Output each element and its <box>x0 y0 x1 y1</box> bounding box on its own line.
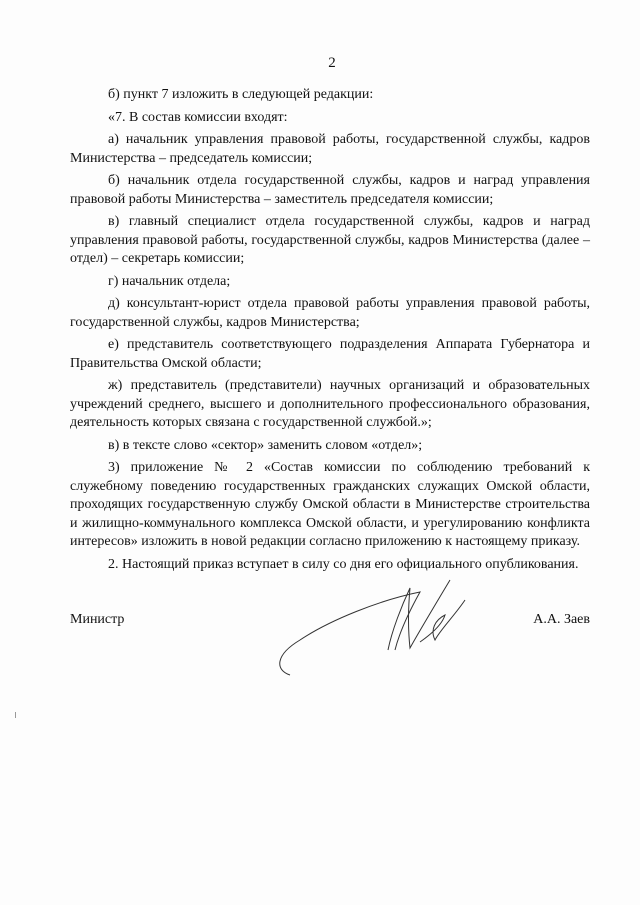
signer-title: Министр <box>70 612 125 627</box>
paragraph: б) начальник отдела государственной службы, кадров и наград управления правовой работы Министерства – заместитель председателя комиссии; <box>70 173 590 207</box>
paragraph: 2. Настоящий приказ вступает в силу со дня его официального опубликования. <box>108 556 579 572</box>
paragraph: в) в тексте слово «сектор» заменить словом «отдел»; <box>108 437 423 453</box>
paragraph: «7. В состав комиссии входят: <box>108 109 288 125</box>
handwritten-signature <box>270 570 470 690</box>
paragraph: а) начальник управления правовой работы, государственной службы, кадров Министерства – председатель комиссии; <box>70 132 590 166</box>
signer-name: А.А. Заев <box>533 612 590 627</box>
paragraph: в) главный специалист отдела государственной службы, кадров и наград управления правовой работы, государственной службы, кадров Министерства (далее – отдел) – секретарь комиссии; <box>70 214 590 266</box>
page-number: 2 <box>328 55 336 71</box>
margin-mark <box>15 712 16 718</box>
paragraph: е) представитель соответствующего подразделения Аппарата Губернатора и Правительства Омской области; <box>70 337 590 371</box>
paragraph: б) пункт 7 изложить в следующей редакции: <box>108 87 374 102</box>
paragraph: 3) приложение № 2 «Состав комиссии по соблюдению требований к служебному поведению государственных гражданских служащих Омской области, проходящих государственную службу Омской области в Министерстве строительства и жилищно-коммунального комплекса Омской области, и урегулированию конфликта интересов» изложить в новой редакции согласно приложению к настоящему приказу. <box>70 460 590 549</box>
document-body <box>70 86 590 578</box>
paragraph: д) консультант-юрист отдела правовой работы управления правовой работы, государственной службы, кадров Министерства; <box>70 296 590 330</box>
paragraph: ж) представитель (представители) научных организаций и образовательных учреждений среднего, высшего и дополнительного профессионального образования, деятельность которых связана с государственной службой.»; <box>70 378 590 430</box>
paragraph: г) начальник отдела; <box>108 273 231 289</box>
